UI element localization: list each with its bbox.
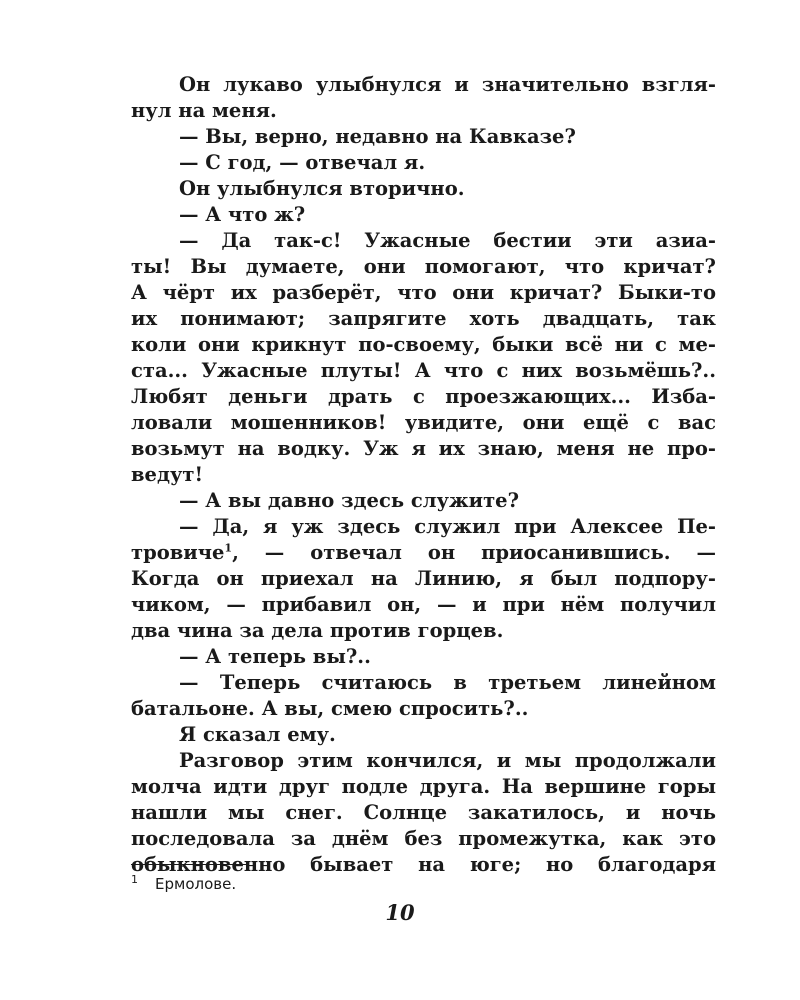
text-line: ловали мошенников! увидите, они ещё с вас [131,411,716,434]
text-line: А чёрт их разберёт, что они кричат? Быки-то [131,281,716,304]
text-line: — Да, я уж здесь служил при Алексее Пе- [179,515,716,538]
text-line: — Вы, верно, недавно на Кавказе? [179,125,576,148]
text-segment: , — отвечал он приосанившись. — [232,541,716,564]
text-line: Он лукаво улыбнулся и значительно взгля- [179,73,716,96]
text-line: батальоне. А вы, смею спросить?.. [131,697,529,720]
text-line: Он улыбнулся вторично. [179,177,465,200]
text-line: обыкновенно бывает на юге; но благодаря [131,853,716,876]
text-line: — А вы давно здесь служите? [179,489,520,512]
footnote-divider [131,864,247,865]
text-line: коли они крикнут по-своему, быки всё ни с ме- [131,333,716,356]
footnote-reference: 1 [224,541,233,555]
text-line: последовала за днём без промежутка, как это [131,827,716,850]
text-line: их понимают; запрягите хоть двадцать, так [131,307,716,330]
text-line: — Да так-с! Ужасные бестии эти азиа- [179,229,716,252]
text-line: возьмут на водку. Уж я их знаю, меня не про- [131,437,716,460]
page-number: 10 [385,900,415,925]
text-line: — Теперь считаюсь в третьем линейном [179,671,716,694]
text-line: Когда он приехал на Линию, я был подпору- [131,567,716,590]
text-line: ведут! [131,463,204,486]
text-line: — А теперь вы?.. [179,645,371,668]
text-line: нул на меня. [131,99,277,122]
text-line: чиком, — прибавил он, — и при нём получил [131,593,716,616]
footnote-text: Ермолове. [155,875,237,893]
text-line: Любят деньги драть с проезжающих... Изба- [131,385,716,408]
text-line: Разговор этим кончился, и мы продолжали [179,749,716,772]
text-segment: тровиче [131,541,225,564]
text-line-with-footnote [131,540,716,566]
text-line: нашли мы снег. Солнце закатилось, и ночь [131,801,716,824]
body-text [131,72,716,878]
text-line: ста... Ужасные плуты! А что с них возьмёшь?.. [131,359,716,382]
text-line: ты! Вы думаете, они помогают, что кричат? [131,255,716,278]
text-line: молча идти друг подле друга. На вершине горы [131,775,716,798]
text-line: Я сказал ему. [179,723,336,746]
footnote [131,873,236,895]
text-line: — С год, — отвечал я. [179,151,426,174]
footnote-marker: 1 [131,873,138,886]
text-line: — А что ж? [179,203,306,226]
text-line: два чина за дела против горцев. [131,619,504,642]
